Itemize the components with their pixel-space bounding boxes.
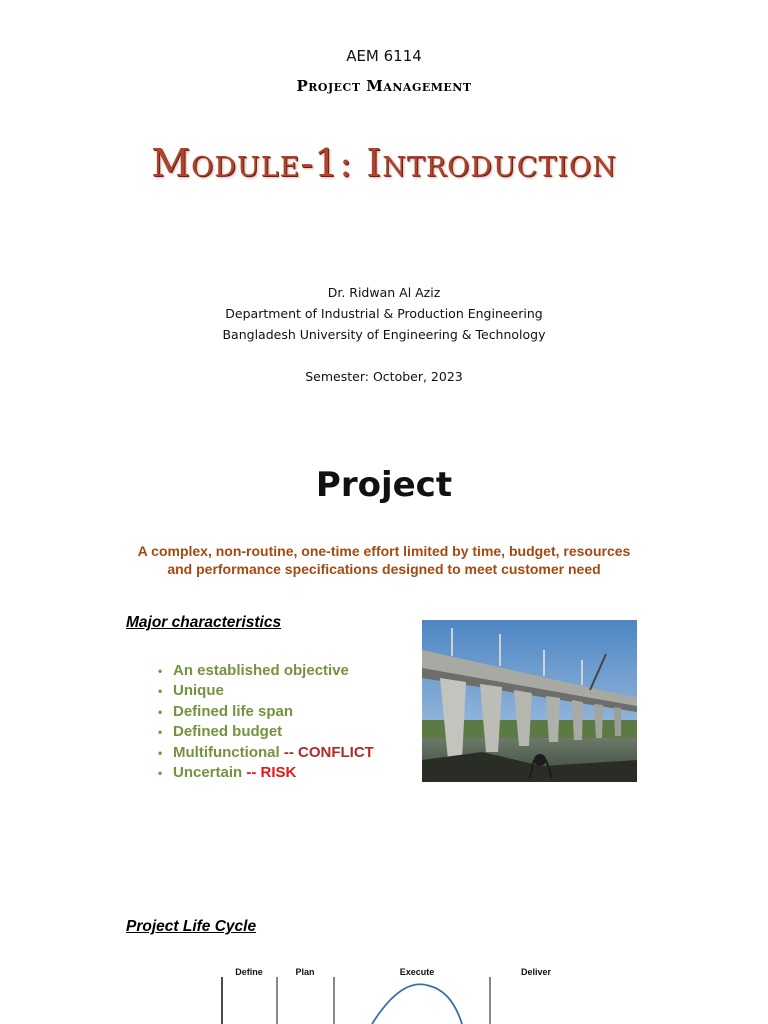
characteristic-text: Uncertain: [173, 764, 243, 782]
characteristic-item: [158, 743, 374, 763]
characteristic-item: [158, 681, 374, 701]
bridge-photo: [422, 620, 637, 782]
author-university: Bangladesh University of Engineering & Technology: [222, 327, 546, 342]
characteristic-text: Defined life span: [173, 702, 294, 720]
course-code: AEM 6114: [346, 47, 422, 65]
characteristic-text: Defined budget: [173, 723, 283, 741]
bullet-icon: •: [158, 664, 163, 678]
bullet-icon: •: [158, 745, 163, 760]
definition-line-2: and performance specifications designed to meet customer need: [167, 561, 601, 577]
definition-line-1: A complex, non-routine, one-time effort limited by time, budget, resources: [137, 543, 631, 559]
conflict-separator: --: [283, 743, 294, 761]
major-characteristics-heading: Major characteristics: [126, 614, 282, 631]
bullet-icon: •: [158, 766, 163, 781]
project-heading: Project: [315, 465, 453, 505]
phase-label-plan: Plan: [295, 967, 315, 977]
phase-label-deliver: Deliver: [520, 967, 552, 977]
effort-curve: [372, 984, 462, 1024]
characteristic-text: An established objective: [173, 662, 349, 679]
course-title: Project Management: [296, 77, 472, 95]
bridge-illustration: [422, 620, 637, 782]
bullet-icon: •: [158, 684, 163, 699]
characteristic-item: [158, 722, 374, 742]
author-department: Department of Industrial & Production Engineering: [225, 306, 543, 321]
module-title: Module-1: Introduction: [151, 141, 617, 185]
project-definition: [110, 542, 658, 578]
life-cycle-chart: [190, 962, 610, 1024]
phase-label-execute: Execute: [399, 967, 435, 977]
risk-separator: --: [246, 764, 257, 782]
characteristic-text: Multifunctional: [173, 743, 280, 761]
conflict-tag: CONFLICT: [298, 743, 374, 761]
characteristic-item: [158, 661, 374, 681]
semester-label: Semester: October, 2023: [305, 369, 463, 384]
characteristic-text: Unique: [173, 682, 224, 700]
phase-label-define: Define: [235, 967, 263, 977]
characteristic-item: [158, 763, 374, 783]
bullet-icon: •: [158, 704, 163, 719]
risk-tag: RISK: [260, 764, 297, 782]
characteristics-list: [158, 661, 374, 783]
author-name: Dr. Ridwan Al Aziz: [327, 285, 441, 300]
bullet-icon: •: [158, 725, 163, 740]
characteristic-item: [158, 702, 374, 722]
life-cycle-heading: Project Life Cycle: [126, 918, 257, 935]
